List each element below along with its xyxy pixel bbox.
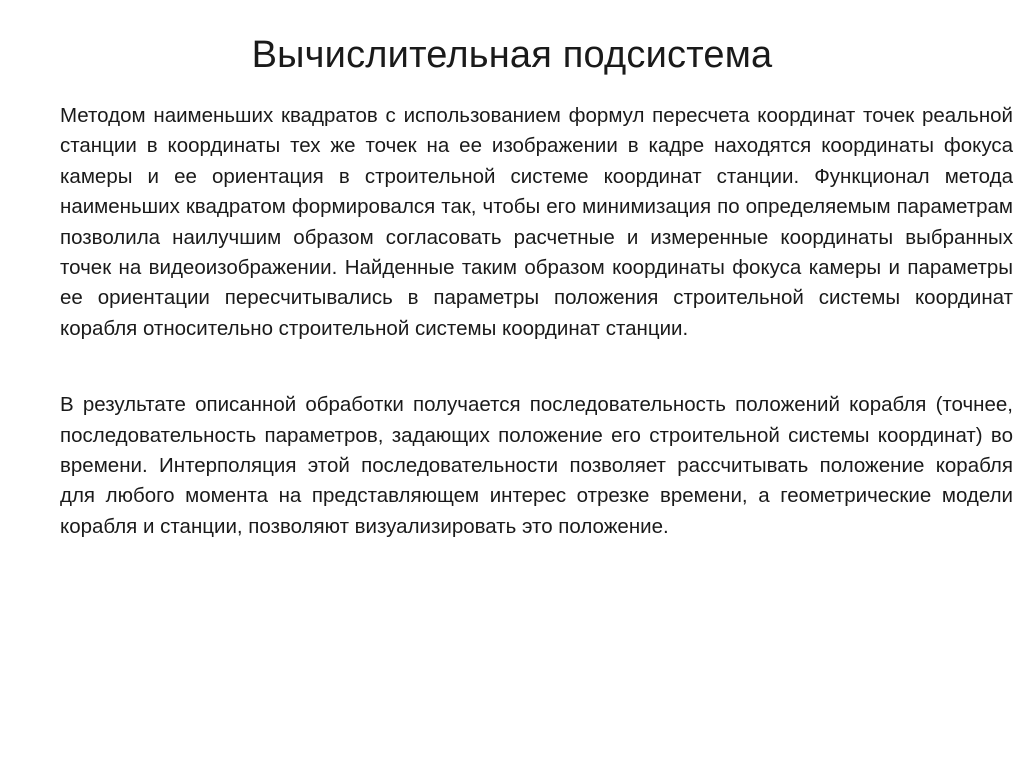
body-paragraph-1: Методом наименьших квадратов с использованием формул пересчета координат точек реальной станции в координаты тех же точек на ее изображении в кадре находятся координаты фокуса камеры и ее ориентация в строительной системе координат станции. Функционал метода наименьших квадратом формировался так, чтобы его минимизация по определяемым параметрам позволила наилучшим образом согласовать расчетные и измеренные координаты выбранных точек на видеоизображении. Найденные таким образом координаты фокуса камеры и параметры ее ориентации пересчитывались в параметры положения строительной системы координат корабля относительно строительной системы координат станции. [60,104,1013,340]
body-paragraph-2: В результате описанной обработки получается последовательность положений корабля (точнее, последовательность параметров, задающих положение его строительной системы координат) во времени. Интерполяция этой последовательности позволяет рассчитывать положение корабля для любого момента на представляющем интерес отрезке времени, а геометрические модели корабля и станции, позволяют визуализировать это положение. [60,393,1013,538]
slide-body [60,101,1013,542]
slide-title: Вычислительная подсистема [251,34,773,76]
